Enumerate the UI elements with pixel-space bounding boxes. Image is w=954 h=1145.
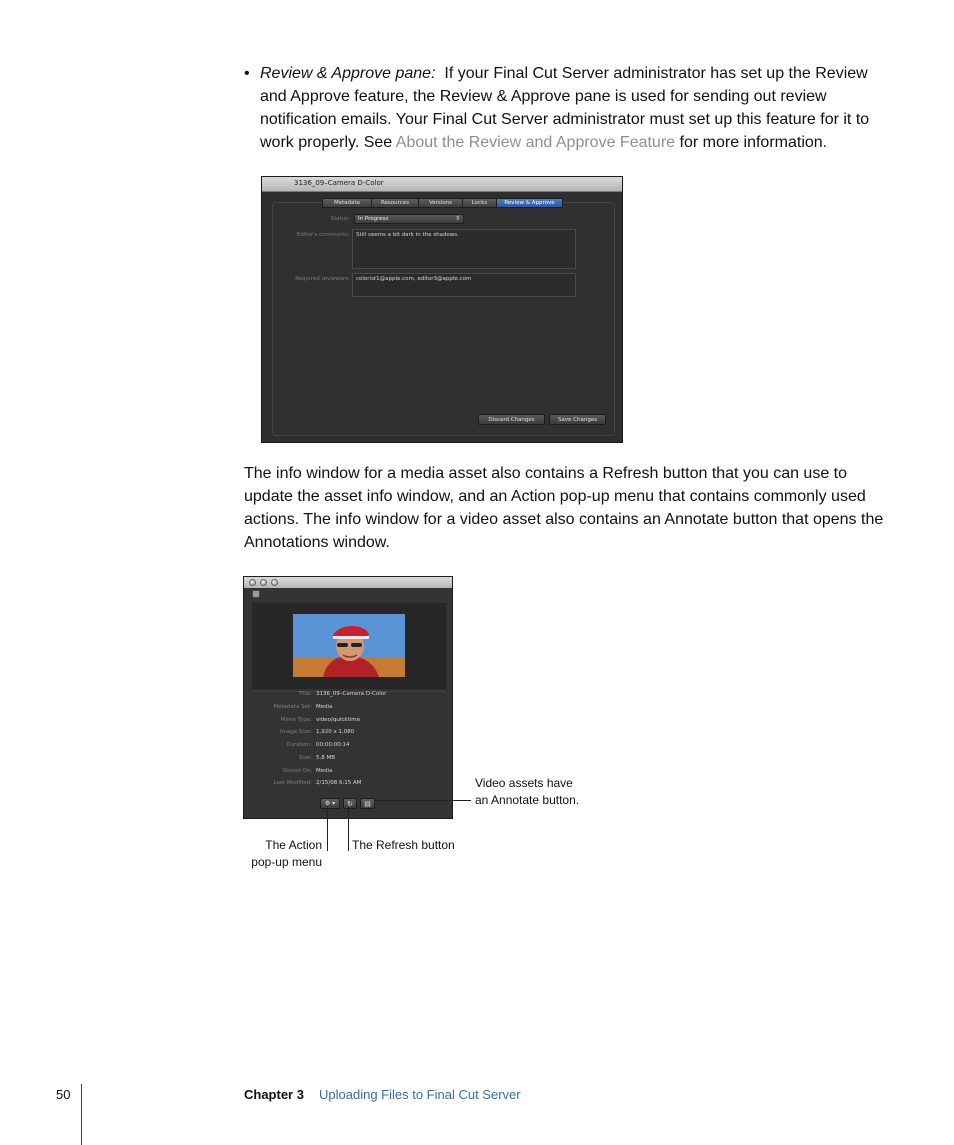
footer-divider <box>81 1084 82 1145</box>
field-value: Media <box>316 704 333 710</box>
field-label: Metadata Set: <box>273 704 312 710</box>
asset-type-icon <box>252 590 260 598</box>
field-value: 5.8 MB <box>316 755 336 761</box>
window-title-bar <box>262 177 622 192</box>
asset-info-window <box>243 576 453 819</box>
bullet-body-end: for more information. <box>679 134 828 151</box>
page-number: 50 <box>56 1087 71 1102</box>
video-thumbnail <box>293 614 405 677</box>
bullet-marker: • <box>244 65 250 82</box>
refresh-leader-line <box>348 807 349 851</box>
chapter-label: Chapter 3 <box>244 1087 304 1102</box>
required-reviewers-label: Required reviewers: <box>295 276 350 282</box>
window-title-bar <box>244 577 452 588</box>
annotate-leader-line <box>375 800 471 801</box>
tab-locks[interactable]: Locks <box>462 198 497 208</box>
save-changes-button[interactable]: Save Changes <box>549 414 606 425</box>
driver-portrait-icon <box>293 614 405 677</box>
status-select[interactable] <box>354 214 464 224</box>
window-title: 3136_09–Camera D-Color <box>294 179 384 187</box>
field-value: Media <box>316 768 333 774</box>
annotate-button[interactable]: ▤ <box>360 798 375 809</box>
bullet-term: Review & Approve pane: <box>260 65 436 82</box>
preview-area <box>252 603 446 689</box>
action-callout-line1: The Action <box>265 838 322 852</box>
review-approve-window <box>261 176 623 443</box>
info-window-paragraph: The info window for a media asset also contains a Refresh button that you can use to update the asset info window, and an Action pop-up menu that contains commonly used actions. The info window for a video asset also contains an Annotate button that opens the Annotations window. <box>244 465 884 551</box>
bullet-paragraph <box>244 62 874 154</box>
action-callout-line2: pop-up menu <box>251 855 322 869</box>
tab-metadata[interactable]: Metadata <box>322 198 372 208</box>
editor-comments-value: Still seems a bit dark in the shadows. <box>356 232 459 238</box>
field-value: 00:00:00:14 <box>316 742 350 748</box>
updown-arrows-icon: ⇕ <box>454 215 460 222</box>
tab-review-approve[interactable]: Review & Approve <box>496 198 563 208</box>
zoom-icon[interactable] <box>271 579 278 586</box>
field-label: Last Modified: <box>273 780 312 786</box>
close-icon[interactable] <box>249 579 256 586</box>
field-value: 3136_09–Camera D-Color <box>316 691 387 697</box>
tab-versions[interactable]: Versions <box>418 198 463 208</box>
field-label: Duration: <box>286 742 312 748</box>
discard-changes-button[interactable]: Discard Changes <box>478 414 545 425</box>
field-value: 2/15/08 6:15 AM <box>316 780 362 786</box>
minimize-icon[interactable] <box>260 579 267 586</box>
field-label: Stored On: <box>282 768 312 774</box>
field-label: Image Size: <box>279 729 312 735</box>
action-callout <box>240 837 322 871</box>
action-leader-line <box>327 807 328 851</box>
cross-reference-link[interactable]: About the Review and Approve Feature <box>395 134 676 151</box>
field-label: Title: <box>298 691 312 697</box>
field-value: 1,920 x 1,080 <box>316 729 355 735</box>
annotate-callout <box>475 775 579 809</box>
refresh-callout: The Refresh button <box>352 838 455 852</box>
bullet-body: If your Final Cut Server administrator has set up the Review and Approve feature, the Review & Approve pane is used for sending out review notification emails. Your Final Cut Server administrator must set up this feature for it to work properly. See <box>260 65 870 151</box>
field-label: Size: <box>298 755 312 761</box>
tab-bar <box>322 198 562 208</box>
status-value: In Progress <box>358 216 389 222</box>
annotate-callout-line1: Video assets have <box>475 776 573 790</box>
editor-comments-label: Editor's comments: <box>296 232 350 238</box>
required-reviewers-value: colorist1@apple.com, editor3@apple.com <box>356 276 472 282</box>
field-value: video/quicktime <box>316 717 361 723</box>
field-label: Mime Type: <box>280 717 312 723</box>
status-label: Status: <box>330 216 350 222</box>
action-popup-button[interactable]: ⚙ ▾ <box>320 798 340 809</box>
annotate-callout-line2: an Annotate button. <box>475 793 580 807</box>
tab-resources[interactable]: Resources <box>371 198 419 208</box>
refresh-button[interactable]: ↻ <box>343 798 357 809</box>
chapter-title: Uploading Files to Final Cut Server <box>319 1087 521 1102</box>
